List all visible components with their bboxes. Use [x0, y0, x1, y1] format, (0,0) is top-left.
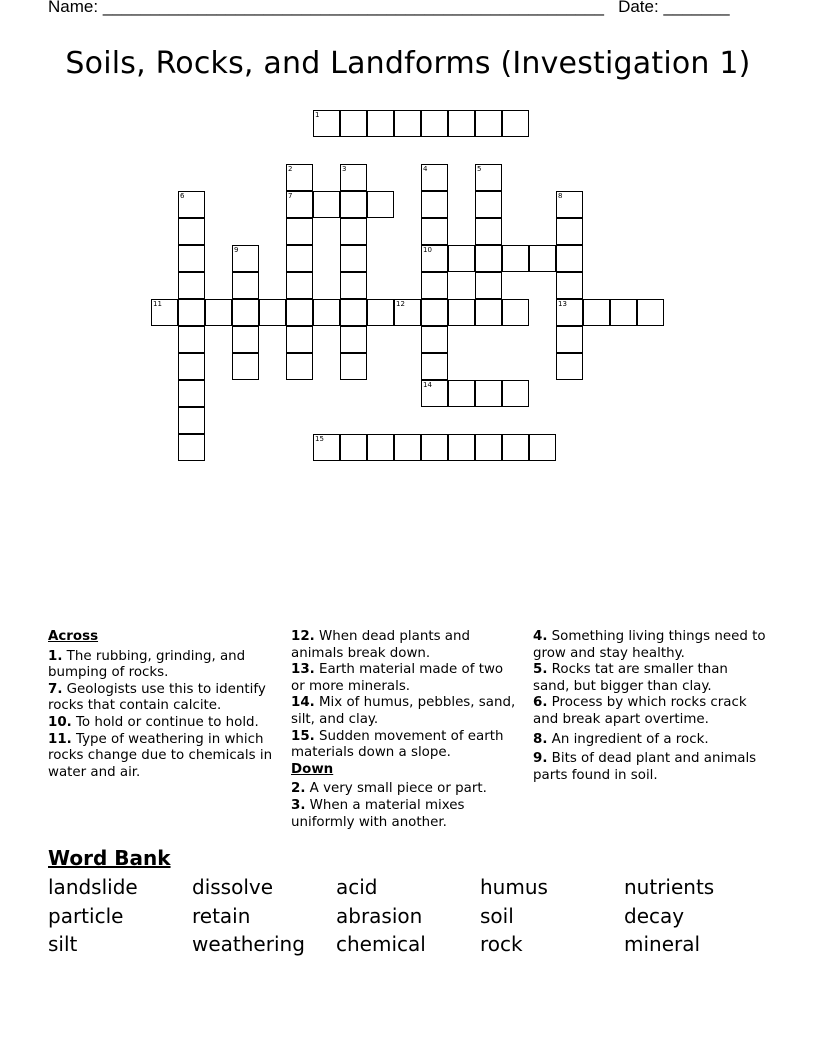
word-bank-word: rock — [480, 932, 523, 956]
clue-number: 13 — [558, 300, 567, 308]
clue-down-4: 4. Something living things need to grow and stay healthy. — [533, 629, 766, 661]
word-bank-word: silt — [48, 932, 78, 956]
crossword-cell[interactable] — [286, 164, 313, 191]
crossword-cell[interactable] — [448, 380, 475, 407]
across-heading: Across — [48, 629, 99, 644]
word-bank-word: dissolve — [192, 875, 274, 899]
crossword-cell[interactable] — [421, 380, 448, 407]
crossword-cell[interactable] — [259, 299, 286, 326]
crossword-cell[interactable] — [637, 299, 664, 326]
crossword-cell[interactable] — [313, 299, 340, 326]
clue-number: 11 — [153, 300, 162, 308]
crossword-cell[interactable] — [151, 299, 178, 326]
clue-number: 7 — [288, 192, 293, 200]
word-bank-word: abrasion — [336, 903, 423, 928]
crossword-cell[interactable] — [475, 191, 502, 218]
clue-number: 8 — [558, 192, 563, 200]
crossword-cell[interactable] — [475, 380, 502, 407]
crossword-grid — [0, 0, 816, 520]
crossword-cell[interactable] — [178, 380, 205, 407]
crossword-cell[interactable] — [421, 434, 448, 461]
crossword-cell[interactable] — [340, 191, 367, 218]
clue-number: 12 — [396, 300, 405, 308]
crossword-cell[interactable] — [502, 380, 529, 407]
crossword-cell[interactable] — [232, 326, 259, 353]
crossword-cell[interactable] — [421, 191, 448, 218]
word-bank — [48, 873, 768, 959]
crossword-cell[interactable] — [556, 353, 583, 380]
crossword-cell[interactable] — [313, 110, 340, 137]
crossword-cell[interactable] — [178, 218, 205, 245]
crossword-cell[interactable] — [340, 353, 367, 380]
down-heading: Down — [291, 761, 334, 777]
crossword-cell[interactable] — [340, 326, 367, 353]
clue-number: 10 — [423, 246, 432, 254]
word-bank-word: chemical — [336, 932, 426, 956]
clues-column-2 — [291, 629, 521, 831]
crossword-cell[interactable] — [448, 245, 475, 272]
page-title: Soils, Rocks, and Landforms (Investigation 1) — [65, 46, 751, 81]
crossword-cell[interactable] — [178, 434, 205, 461]
clue-across-10: 10. To hold or continue to hold. — [48, 714, 259, 730]
crossword-cell[interactable] — [448, 299, 475, 326]
word-bank-word: landslide — [48, 875, 138, 899]
crossword-cell[interactable] — [340, 245, 367, 272]
crossword-cell[interactable] — [394, 110, 421, 137]
crossword-cell[interactable] — [313, 191, 340, 218]
word-bank-word: humus — [480, 875, 548, 899]
crossword-cell[interactable] — [286, 353, 313, 380]
clue-across-14: 14. Mix of humus, pebbles, sand, silt, and clay. — [291, 695, 516, 727]
clue-across-13: 13. Earth material made of two or more minerals. — [291, 662, 504, 694]
crossword-cell[interactable] — [178, 353, 205, 380]
crossword-cell[interactable] — [367, 191, 394, 218]
date-blank[interactable]: _______ — [663, 0, 730, 16]
word-bank-word: nutrients — [624, 875, 715, 899]
crossword-cell[interactable] — [178, 245, 205, 272]
crossword-cell[interactable] — [475, 434, 502, 461]
crossword-cell[interactable] — [529, 245, 556, 272]
word-bank-title: Word Bank — [48, 846, 171, 870]
crossword-cell[interactable] — [313, 434, 340, 461]
clue-number: 6 — [180, 192, 185, 200]
crossword-cell[interactable] — [340, 434, 367, 461]
word-bank-word: decay — [624, 903, 685, 928]
crossword-cell[interactable] — [232, 353, 259, 380]
word-bank-word: retain — [192, 903, 251, 928]
crossword-cell[interactable] — [529, 434, 556, 461]
crossword-cell[interactable] — [232, 272, 259, 299]
crossword-cell[interactable] — [286, 191, 313, 218]
crossword-cell[interactable] — [610, 299, 637, 326]
crossword-cell[interactable] — [475, 218, 502, 245]
crossword-cell[interactable] — [421, 110, 448, 137]
crossword-cell[interactable] — [556, 272, 583, 299]
crossword-cell[interactable] — [340, 164, 367, 191]
crossword-cell[interactable] — [367, 299, 394, 326]
crossword-cell[interactable] — [583, 299, 610, 326]
crossword-cell[interactable] — [448, 110, 475, 137]
crossword-cell[interactable] — [475, 245, 502, 272]
word-bank-word: particle — [48, 903, 124, 928]
crossword-cell[interactable] — [178, 407, 205, 434]
clue-number: 2 — [288, 165, 293, 173]
crossword-cell[interactable] — [556, 191, 583, 218]
clue-across-12: 12. When dead plants and animals break down. — [291, 629, 470, 661]
crossword-cell[interactable] — [502, 110, 529, 137]
crossword-cell[interactable] — [421, 272, 448, 299]
crossword-cell[interactable] — [340, 110, 367, 137]
crossword-cell[interactable] — [502, 299, 529, 326]
crossword-cell[interactable] — [286, 299, 313, 326]
clue-down-2: 2. A very small piece or part. — [291, 781, 487, 797]
clue-across-7: 7. Geologists use this to identify rocks that contain calcite. — [48, 681, 266, 714]
crossword-cell[interactable] — [286, 326, 313, 353]
clue-down-3: 3. When a material mixes uniformly with another. — [291, 797, 465, 830]
clues-column-1 — [48, 629, 278, 781]
clue-down-6: 6. Process by which rocks crack and break apart overtime. — [533, 695, 747, 727]
word-bank-word: weathering — [192, 932, 305, 956]
clue-number: 9 — [234, 246, 239, 254]
crossword-cell[interactable] — [421, 326, 448, 353]
clue-number: 1 — [315, 111, 320, 119]
crossword-cell[interactable] — [502, 434, 529, 461]
crossword-cell[interactable] — [286, 272, 313, 299]
word-bank-word: soil — [480, 903, 514, 928]
crossword-cell[interactable] — [502, 245, 529, 272]
crossword-cell[interactable] — [475, 299, 502, 326]
crossword-cell[interactable] — [232, 299, 259, 326]
clue-down-8: 8. An ingredient of a rock. — [533, 731, 709, 747]
crossword-cell[interactable] — [340, 272, 367, 299]
name-label: Name: — [48, 0, 99, 16]
crossword-cell[interactable] — [340, 218, 367, 245]
crossword-cell[interactable] — [421, 218, 448, 245]
crossword-cell[interactable] — [178, 326, 205, 353]
crossword-cell[interactable] — [286, 245, 313, 272]
crossword-cell[interactable] — [178, 191, 205, 218]
clue-number: 3 — [342, 165, 347, 173]
clues-column-3 — [533, 629, 768, 784]
crossword-cell[interactable] — [367, 110, 394, 137]
clue-number: 4 — [423, 165, 428, 173]
clue-down-9: 9. Bits of dead plant and animals parts found in soil. — [533, 751, 757, 783]
crossword-cell[interactable] — [475, 110, 502, 137]
word-bank-word: mineral — [624, 932, 701, 956]
crossword-cell[interactable] — [421, 164, 448, 191]
clue-number: 14 — [423, 381, 432, 389]
crossword-cell[interactable] — [475, 164, 502, 191]
crossword-cell[interactable] — [556, 218, 583, 245]
crossword-cell[interactable] — [421, 353, 448, 380]
crossword-cell[interactable] — [475, 272, 502, 299]
crossword-cell[interactable] — [286, 218, 313, 245]
crossword-cell[interactable] — [178, 272, 205, 299]
clue-across-1: 1. The rubbing, grinding, and bumping of rocks. — [48, 648, 246, 681]
crossword-cell[interactable] — [205, 299, 232, 326]
crossword-cell[interactable] — [556, 299, 583, 326]
word-bank-word: acid — [336, 875, 378, 899]
clue-number: 15 — [315, 435, 324, 443]
crossword-cell[interactable] — [448, 434, 475, 461]
crossword-cell[interactable] — [367, 434, 394, 461]
crossword-cell[interactable] — [394, 434, 421, 461]
crossword-cell[interactable] — [394, 299, 421, 326]
clue-number: 5 — [477, 165, 482, 173]
crossword-cell[interactable] — [556, 326, 583, 353]
name-blank[interactable]: _____________________________________________________ — [102, 0, 604, 16]
crossword-cell[interactable] — [232, 245, 259, 272]
crossword-cell[interactable] — [421, 245, 448, 272]
crossword-cell[interactable] — [340, 299, 367, 326]
date-label: Date: — [618, 0, 659, 16]
clue-across-15: 15. Sudden movement of earth materials down a slope. — [291, 728, 504, 761]
clue-across-11: 11. Type of weathering in which rocks change due to chemicals in water and air. — [48, 731, 273, 780]
clue-down-5: 5. Rocks tat are smaller than sand, but bigger than clay. — [533, 662, 728, 694]
crossword-cell[interactable] — [178, 299, 205, 326]
crossword-cell[interactable] — [421, 299, 448, 326]
crossword-cell[interactable] — [556, 245, 583, 272]
